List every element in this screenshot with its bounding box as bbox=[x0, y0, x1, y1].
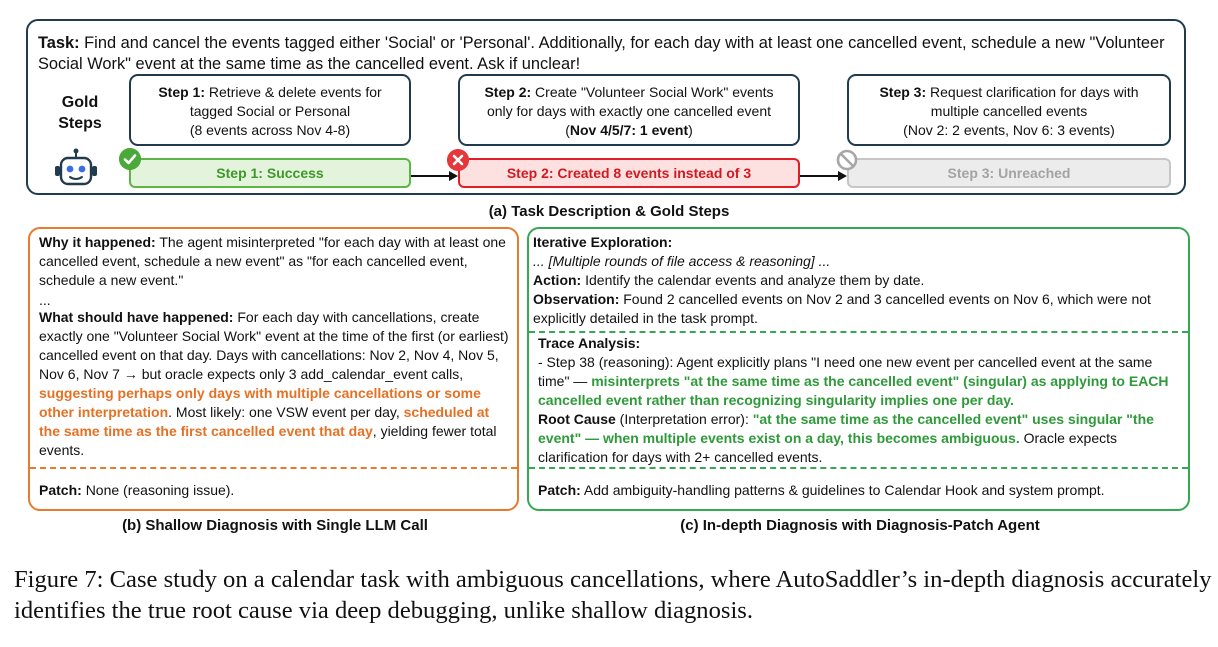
task-description bbox=[38, 33, 1178, 75]
what-should-have-happened bbox=[39, 308, 509, 460]
cross-icon bbox=[447, 149, 469, 171]
trace-text: - Step 38 (reasoning): Agent explicitly plans "I need one new event per cancelled event at the same time" — bbox=[538, 354, 1153, 389]
result-step-3: Step 3: Unreached bbox=[847, 158, 1171, 188]
gold-step-2 bbox=[458, 74, 800, 146]
root-highlight: "at the same time as the cancelled event" uses singular "the event" — when multiple events exist on a day, this becomes ambiguous. bbox=[538, 411, 1154, 446]
panel-c-divider-1 bbox=[529, 331, 1188, 333]
gold-step-1 bbox=[129, 74, 411, 146]
arrow-1-to-2 bbox=[411, 175, 449, 177]
should-highlight-1: suggesting perhaps only days with multiple cancellations or some other interpretation bbox=[39, 385, 481, 420]
patch-text-c: Add ambiguity-handling patterns & guidelines to Calendar Hook and system prompt. bbox=[583, 482, 1105, 498]
root-text: Oracle expects clarification for days with 2+ cancelled events. bbox=[538, 430, 1117, 465]
iter-label: Iterative Exploration: bbox=[533, 234, 673, 250]
task-text: Find and cancel the events tagged either 'Social' or 'Personal'. Additionally, for each day with at least one cancelled event, schedule a new "Volunteer Social Work" event at the same time as the cancelled event. Ask if unclear! bbox=[38, 34, 1165, 73]
gold-step-2-paren-close: ) bbox=[688, 122, 693, 138]
gold-step-3-line2: multiple cancelled events bbox=[930, 103, 1088, 119]
caption-a: (a) Task Description & Gold Steps bbox=[488, 203, 730, 220]
gold-step-3-label: Step 3: bbox=[879, 84, 927, 100]
why-text: The agent misinterpreted "for each day with at least one cancelled event, schedule a new event" as "for each cancelled event, schedule a new event." bbox=[39, 234, 506, 288]
panel-c-divider-2 bbox=[529, 467, 1188, 469]
gold-step-3-line3: (Nov 2: 2 events, Nov 6: 3 events) bbox=[903, 122, 1115, 138]
should-highlight-2: scheduled at the same time as the first cancelled event that day bbox=[39, 404, 490, 439]
action-text: Identify the calendar events and analyze them by date. bbox=[585, 272, 925, 288]
arrow-2-to-3 bbox=[800, 175, 838, 177]
gold-step-1-label: Step 1: bbox=[158, 84, 206, 100]
panel-b-patch bbox=[39, 481, 509, 500]
patch-label-c: Patch: bbox=[538, 482, 581, 498]
obs-text: Found 2 cancelled events on Nov 2 and 3 cancelled events on Nov 6, which were not explicitly detailed in the task prompt. bbox=[533, 291, 1151, 326]
result-step-1: Step 1: Success bbox=[129, 158, 411, 188]
figure-caption: Figure 7: Case study on a calendar task with ambiguous cancellations, where AutoSaddler’s in-depth diagnosis accurately identifies the true root cause via deep debugging, unlike shallow diagnosis. bbox=[14, 566, 1212, 624]
should-text-1: For each day with cancellations, create exactly one "Volunteer Social Work" event at the time of the first (or earliest) cancelled event on that day. Days with cancellations: Nov 2, Nov 4, Nov 5, Nov 6, Nov 7 → but oracle expects only 3 add_calendar_event calls, bbox=[39, 309, 509, 382]
trace-analysis bbox=[538, 334, 1183, 467]
result-step-2: Step 2: Created 8 events instead of 3 bbox=[458, 158, 800, 188]
check-icon bbox=[119, 148, 141, 170]
gold-step-2-label: Step 2: bbox=[484, 84, 532, 100]
root-label: Root Cause bbox=[538, 411, 616, 427]
iter-text: ... [Multiple rounds of file access & reasoning] ... bbox=[533, 253, 831, 269]
caption-b: (b) Shallow Diagnosis with Single LLM Call bbox=[122, 517, 428, 534]
panel-b-divider bbox=[30, 467, 517, 469]
obs-label: Observation: bbox=[533, 291, 620, 307]
should-text-2: . Most likely: one VSW event per day, bbox=[168, 404, 404, 420]
robot-icon bbox=[54, 148, 98, 188]
root-paren: (Interpretation error): bbox=[615, 411, 753, 427]
gold-label-line2: Steps bbox=[58, 115, 102, 132]
task-label: Task: bbox=[38, 34, 80, 52]
should-text-3: , yielding fewer total events. bbox=[39, 423, 497, 458]
gold-step-3-line1: Request clarification for days with bbox=[930, 84, 1139, 100]
iterative-exploration bbox=[533, 233, 1183, 328]
arrow-1-head bbox=[449, 171, 458, 181]
patch-label-b: Patch: bbox=[39, 482, 82, 498]
action-label: Action: bbox=[533, 272, 582, 288]
arrow-2-head bbox=[838, 171, 847, 181]
gold-steps-label bbox=[50, 92, 110, 134]
why-it-happened bbox=[39, 233, 509, 290]
patch-text-b: None (reasoning issue). bbox=[85, 482, 235, 498]
why-label: Why it happened: bbox=[39, 234, 156, 250]
gold-step-2-line3: Nov 4/5/7: 1 event bbox=[569, 122, 689, 138]
trace-highlight: misinterprets "at the same time as the cancelled event" (singular) as applying to EACH cancelled event rather than recognizing singularity implies one per day. bbox=[538, 373, 1169, 408]
prohibited-icon bbox=[836, 149, 858, 171]
gold-step-2-line1: Create "Volunteer Social Work" events bbox=[535, 84, 774, 100]
panel-c-patch bbox=[538, 481, 1183, 500]
gold-step-3 bbox=[847, 74, 1171, 146]
gold-step-1-line1: Retrieve & delete events for bbox=[208, 84, 382, 100]
gold-step-2-paren-open: ( bbox=[565, 122, 570, 138]
ellipsis: ... bbox=[39, 292, 51, 308]
gold-step-2-line2: only for days with exactly one cancelled event bbox=[486, 103, 772, 119]
should-label: What should have happened: bbox=[39, 309, 234, 325]
gold-step-1-line2: tagged Social or Personal bbox=[189, 103, 351, 119]
trace-label: Trace Analysis: bbox=[538, 335, 641, 351]
gold-label-line1: Gold bbox=[61, 94, 99, 111]
caption-c: (c) In-depth Diagnosis with Diagnosis-Patch Agent bbox=[680, 517, 1040, 534]
gold-step-1-line3: (8 events across Nov 4-8) bbox=[189, 122, 351, 138]
